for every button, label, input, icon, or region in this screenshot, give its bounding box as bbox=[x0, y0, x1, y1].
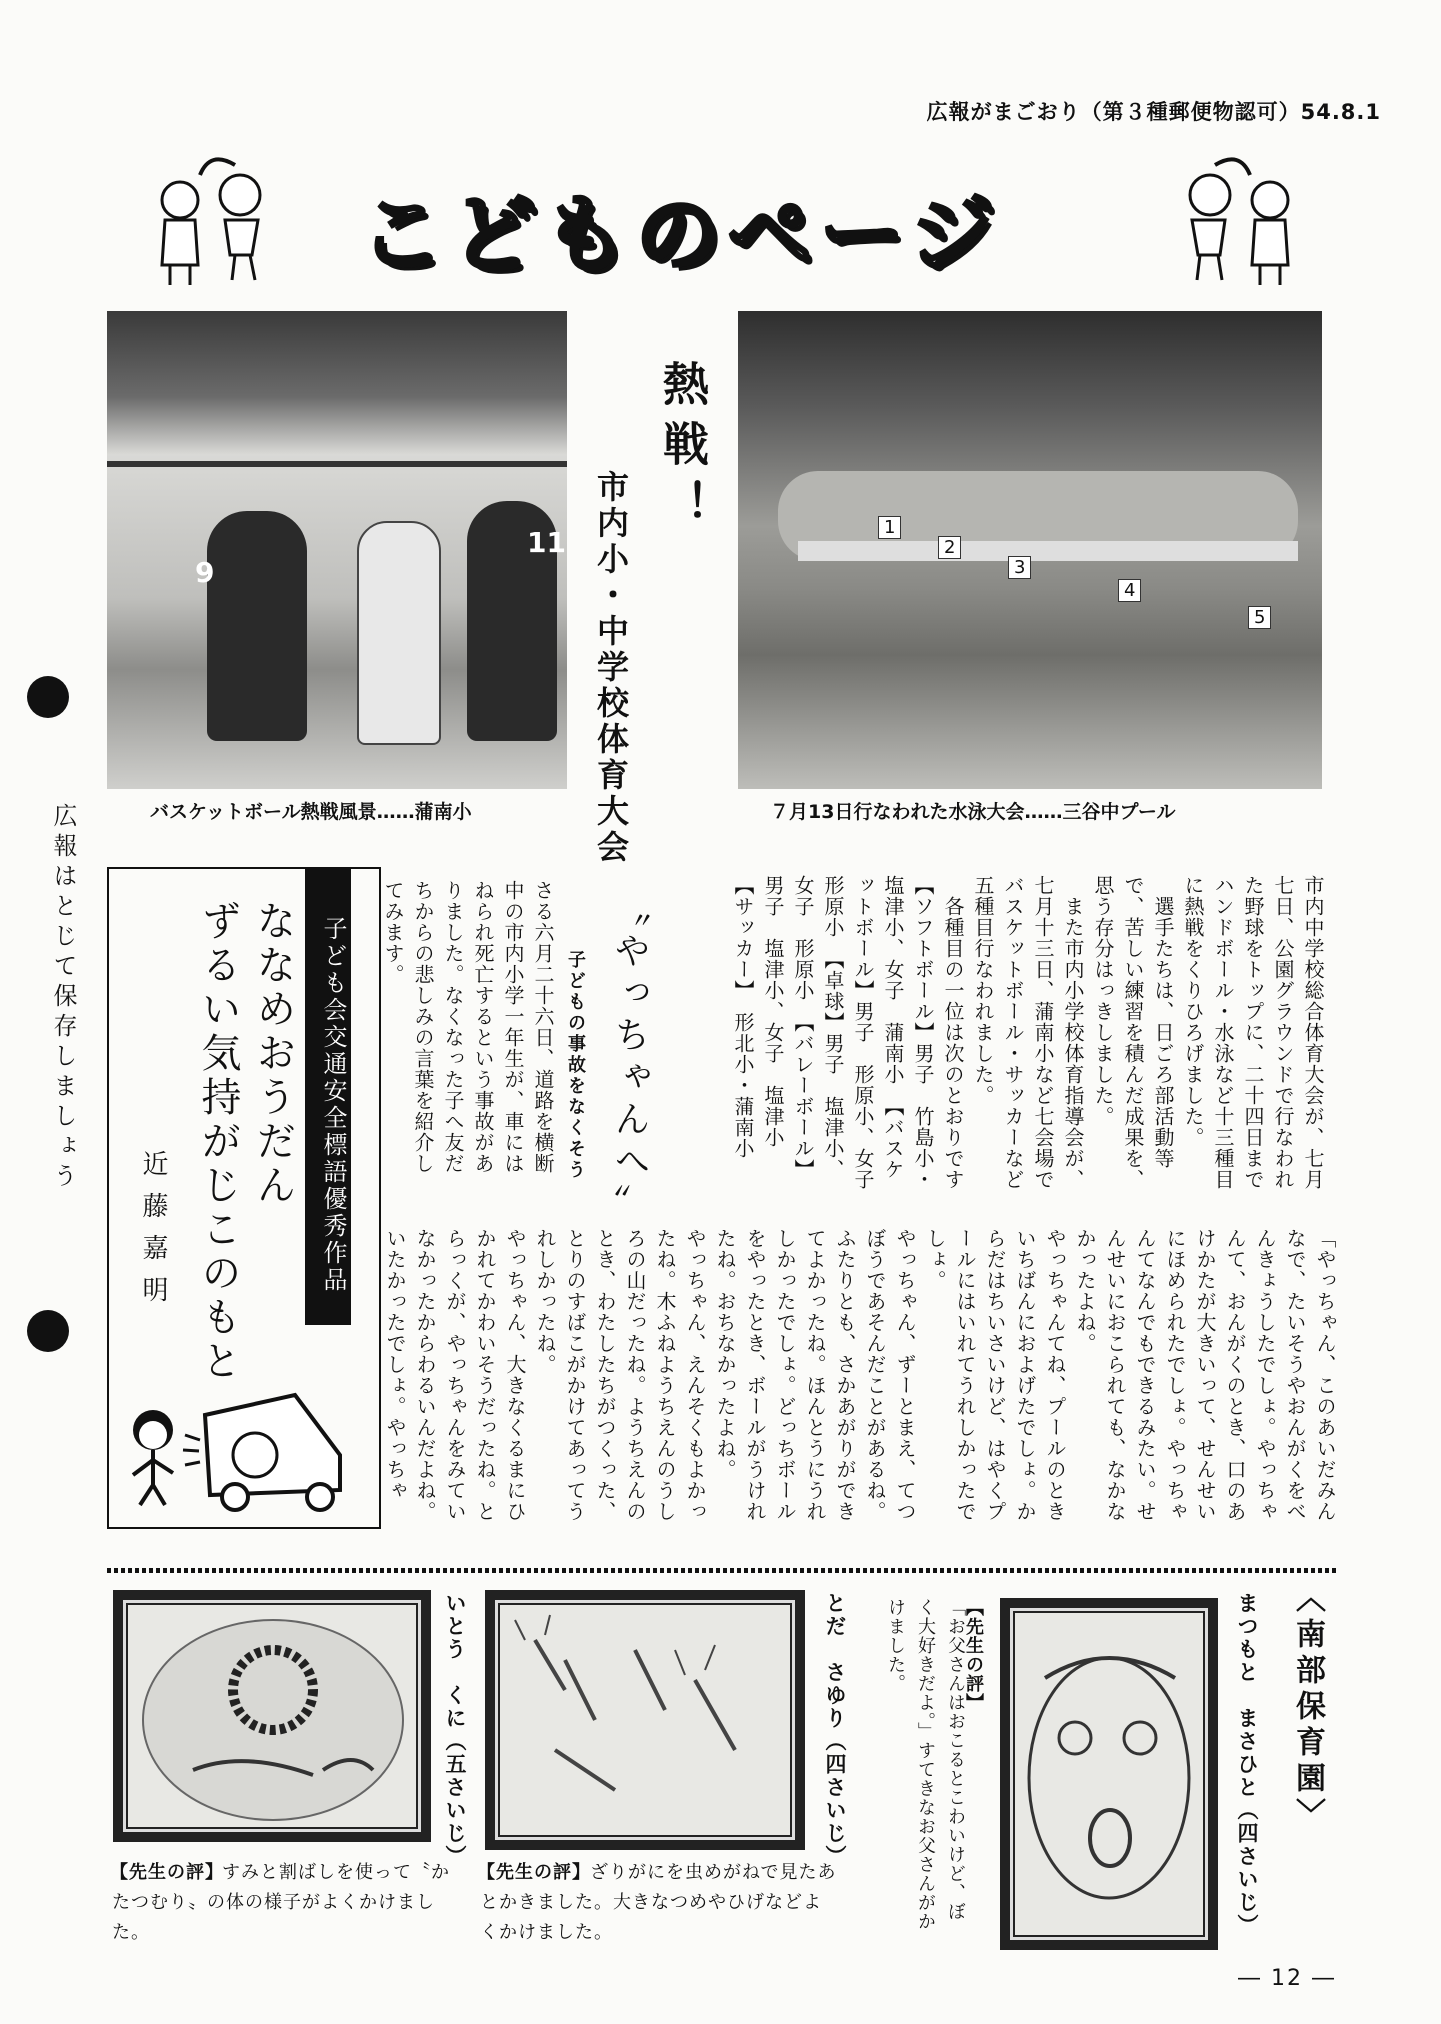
memorial-intro: さる六月二十六日、道路を横断中の市内小学一年生が、車にはねられ死亡するという事故がありました。なくなった子へ友だちからの悲しみの言葉を紹介してみます。 bbox=[381, 880, 555, 1174]
binder-hole-bottom bbox=[27, 1310, 69, 1352]
slogan-author: 近藤嘉明 bbox=[138, 1150, 168, 1318]
slogan-poem-line1: ななめおうだん bbox=[250, 900, 296, 1208]
basketball-photo bbox=[107, 311, 567, 789]
feature-headline: 熱戦！ bbox=[656, 360, 710, 540]
binder-hole-top bbox=[27, 676, 69, 718]
lane-number: 1 bbox=[878, 516, 901, 539]
artwork-snail bbox=[113, 1590, 431, 1842]
feature-article: 市内中学校総合体育大会が、七月七日、公園グラウンドで行なわれた野球をトップに、二十四日までハンドボール・水泳など十三種目に熱戦をくりひろげました。 選手たちは、日ごろ部活動等で、苦しい練習を積んだ成果を、思う存分はっきしました。 また市内小学校体育指導会が、七月十三日、蒲南小など七会場でバスケットボール・サッカーなど五種目行なわれました。 各種目の一位は次のとおりです 【ソフトボール】男子 竹島小・塩津小、女子 蒲南小 【バスケットボール】男子 形原小、女子 形原小 【卓球】男子 塩津小、女子 形原小 【バレーボール】男子 塩津小、女子 塩津小 【サッカー】 形北小・蒲南小 bbox=[731, 875, 1325, 1190]
jersey-number: 9 bbox=[195, 556, 215, 589]
artist-name: とだ さゆり（四さいじ） bbox=[823, 1592, 847, 1868]
memorial-letter: 「やっちゃん、このあいだみんなで、たいそうやおんがくをべんきょうしたでしょ。やっちゃんて、おんがくのとき、口のあけかたが大きいって、せんせいにほめられたでしょ。やっちゃんてなんでもできるみたい。せんせいにおこられても、なかなかったよね。 やっちゃんてね、プールのときいちばんにおよげたでしょ。からだはちいさいけど、はやくプールにはいれてうれしかったでしょ。 やっちゃん、ずーとまえ、てつぼうであそんだことがあるね。ふたりとも、さかあがりができてよかったね。ほんとうにうれしかったでしょ。どっちボールをやったとき、ボールがうけれたね。おちなかったよね。 やっちゃん、えんそくもよかったね。木ふねようちえんのうしろの山だったね。ようちえんのとき、わたしたちがつくった、とりのすばこがかけてあってうれしかったね。 やっちゃん、大きなくるまにひかれてかわいそうだったね。とらっくが、やっちゃんをみていなかったからわるいんだよね。いたかったでしょ。やっちゃ bbox=[383, 1228, 1337, 1522]
artist-name: いとう くに（五さいじ） bbox=[443, 1592, 467, 1868]
nursery-section-title: 〈南部保育園〉 bbox=[1290, 1582, 1325, 1834]
slogan-poem-line2: ずるい気持がじこのもと bbox=[195, 900, 241, 1384]
swimming-photo bbox=[738, 311, 1322, 789]
feature-subheadline: 市内小・中学校体育大会 bbox=[592, 470, 630, 866]
slogan-banner: 子ども会交通安全標語優秀作品 bbox=[305, 867, 351, 1325]
lane-number: 3 bbox=[1008, 556, 1031, 579]
basketball-caption: バスケットボール熱戦風景……蒲南小 bbox=[150, 801, 472, 823]
memorial-title: 〝やっちゃんへ〟 bbox=[609, 890, 650, 1226]
artwork-comment: すみと割ばしを使って〝かたつむり〟の体の様子がよくかけました。 bbox=[112, 1862, 450, 1943]
comment-label: 【先生の評】 bbox=[963, 1598, 984, 1712]
children-shower-illustration-left bbox=[140, 145, 290, 290]
header-line: 広報がまごおり（第３種郵便物認可）54.8.1 bbox=[926, 100, 1381, 124]
memorial-subtitle: 子どもの事故をなくそう bbox=[565, 950, 586, 1181]
artwork-crayfish bbox=[485, 1590, 805, 1850]
artwork-father-portrait bbox=[1000, 1598, 1218, 1950]
lane-number: 2 bbox=[938, 536, 961, 559]
lane-number: 5 bbox=[1248, 606, 1271, 629]
comment-label: 【先生の評】 bbox=[110, 1862, 224, 1883]
section-divider bbox=[107, 1568, 1337, 1573]
comment-label: 【先生の評】 bbox=[477, 1862, 591, 1883]
swimming-caption: ７月13日行なわれた水泳大会……三谷中プール bbox=[770, 801, 1176, 823]
page-number: ― 12 ― bbox=[1238, 1966, 1336, 1991]
page-title: こどものページ bbox=[360, 186, 1003, 284]
car-child-illustration bbox=[125, 1385, 365, 1515]
artist-name: まつもと まさひと（四さいじ） bbox=[1235, 1592, 1259, 1937]
artwork-comment: 「お父さんはおこるとこわいけど、ぼく大好きだよ。」すてきなお父さんがかけました。 bbox=[885, 1598, 966, 1931]
lane-number: 4 bbox=[1118, 579, 1141, 602]
children-shower-illustration-right bbox=[1160, 145, 1310, 290]
side-note: 広報はとじて保存しましょう bbox=[49, 803, 77, 1193]
jersey-number: 11 bbox=[527, 526, 566, 559]
artwork-comment: ざりがにを虫めがねで見たあとかきました。大きなつめやひげなどよくかけました。 bbox=[480, 1862, 837, 1943]
